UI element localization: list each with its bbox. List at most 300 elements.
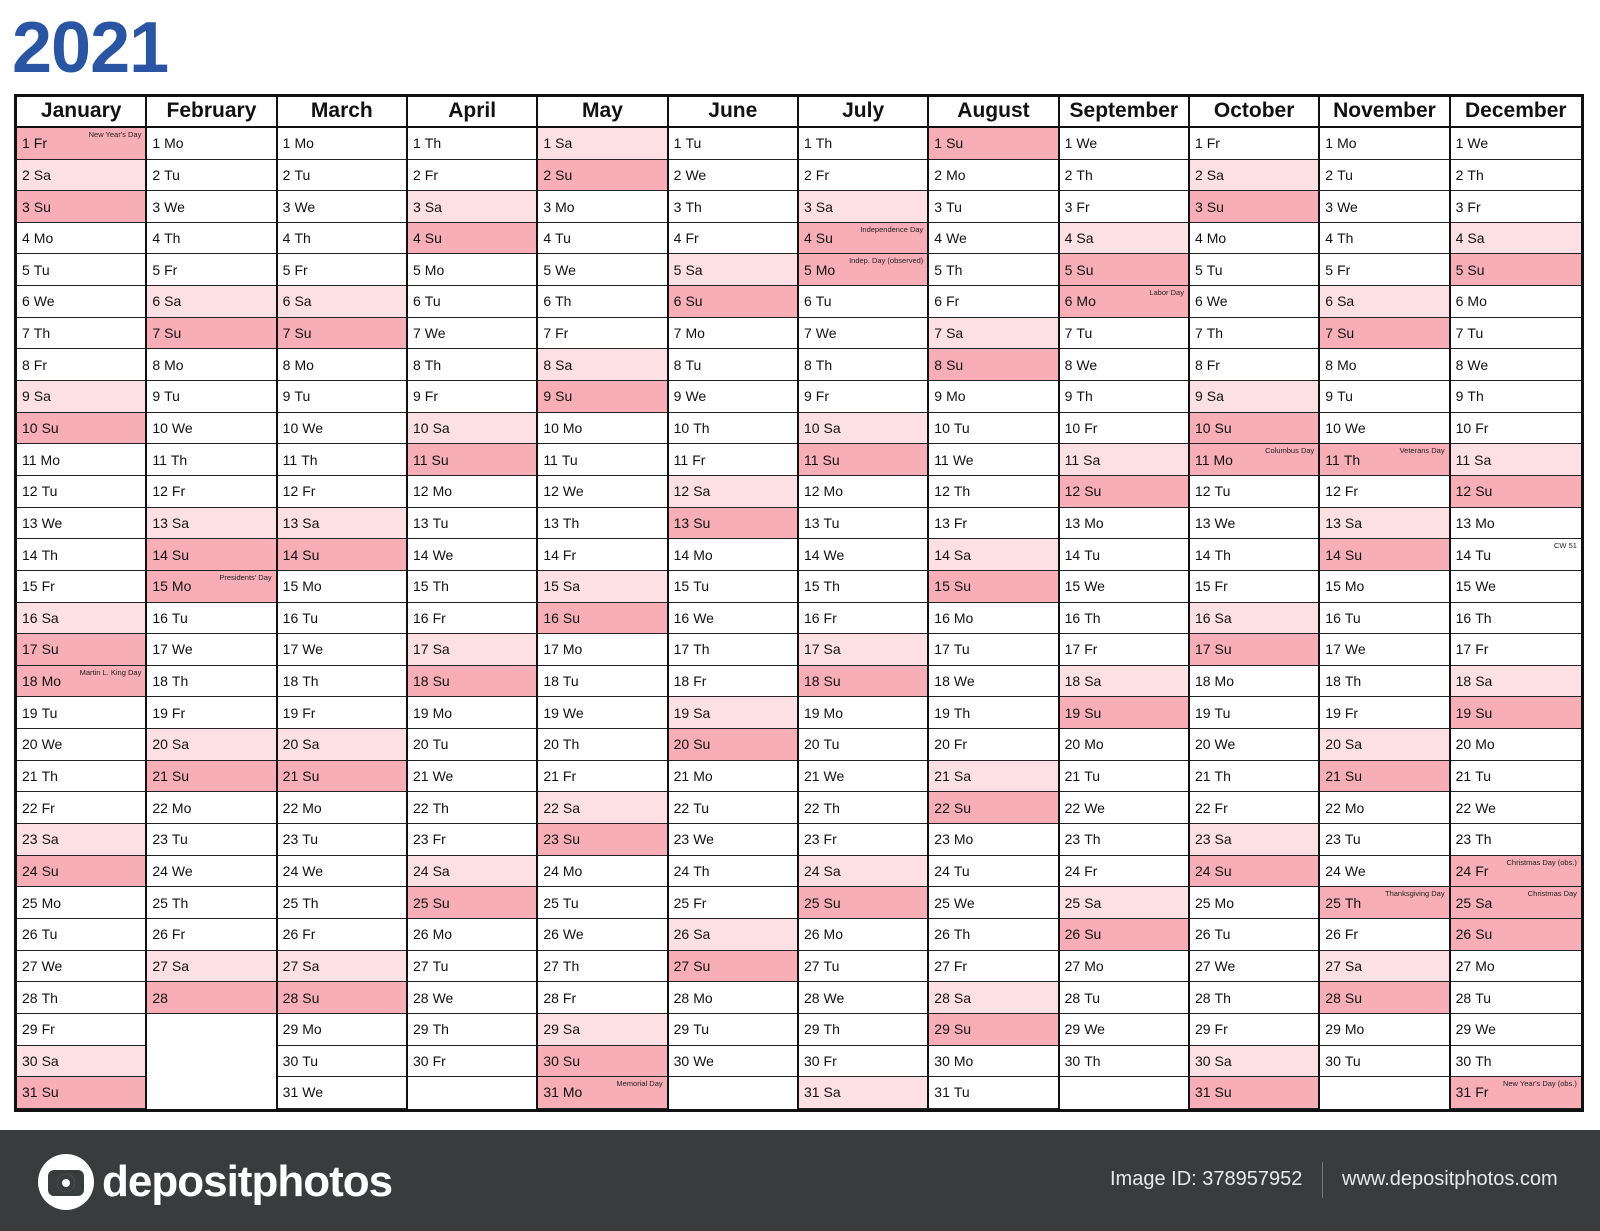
weekday-abbr: Su xyxy=(555,388,573,405)
day-number: 23 xyxy=(673,831,690,848)
weekday-abbr: We xyxy=(41,736,63,753)
weekday-abbr: Th xyxy=(41,768,58,785)
weekday-abbr: Sa xyxy=(1474,451,1492,468)
day-cell xyxy=(1190,697,1318,729)
day-number: 20 xyxy=(412,736,429,753)
day-number: 23 xyxy=(543,831,559,848)
weekday-abbr: Su xyxy=(41,1084,59,1101)
day-number: 1 xyxy=(412,135,421,152)
day-cell xyxy=(147,381,275,413)
weekday-abbr: Th xyxy=(1337,230,1354,247)
weekday-abbr: Th xyxy=(424,135,442,152)
weekday-abbr: Su xyxy=(953,578,971,595)
day-number: 11 xyxy=(673,451,689,468)
brand-name: depositphotos xyxy=(102,1157,393,1206)
weekday-abbr: Su xyxy=(432,673,450,690)
day-cell xyxy=(538,223,666,255)
weekday-abbr: Fr xyxy=(1475,420,1489,436)
weekday-abbr: Su xyxy=(1337,325,1355,342)
weekday-abbr: Th xyxy=(562,514,580,531)
weekday-abbr: We xyxy=(302,1084,323,1101)
holiday-label: Christmas Day (obs.) xyxy=(1506,857,1577,867)
day-cell xyxy=(538,286,666,318)
weekday-abbr: Su xyxy=(693,514,711,531)
day-cell xyxy=(1451,634,1581,666)
day-number: 12 xyxy=(1455,483,1472,500)
weekday-abbr: Mo xyxy=(562,1084,583,1101)
day-cell xyxy=(669,191,797,223)
day-number: 7 xyxy=(934,325,943,342)
day-number: 5 xyxy=(1194,261,1203,278)
day-cell xyxy=(1190,729,1318,761)
day-number: 26 xyxy=(803,926,820,943)
day-cell xyxy=(147,286,275,318)
empty-cell xyxy=(147,1014,275,1046)
weekday-abbr: Fr xyxy=(41,799,55,816)
day-number: 17 xyxy=(282,641,299,658)
day-cell xyxy=(278,286,406,318)
day-cell xyxy=(929,603,1057,635)
weekday-abbr: Th xyxy=(555,293,572,310)
day-cell xyxy=(1190,919,1318,951)
weekday-abbr: Tu xyxy=(41,926,58,943)
day-cell xyxy=(929,1046,1057,1078)
weekday-abbr: Tu xyxy=(1084,768,1101,785)
day-number: 10 xyxy=(22,420,38,436)
weekday-abbr: Mo xyxy=(302,799,322,816)
day-cell xyxy=(1451,697,1581,729)
day-number: 8 xyxy=(152,356,161,373)
day-number: 14 xyxy=(1455,546,1472,563)
day-cell xyxy=(17,887,145,919)
weekday-abbr: Su xyxy=(33,198,51,215)
weekday-abbr: Su xyxy=(562,609,581,626)
day-number: 19 xyxy=(1064,704,1081,721)
weekday-abbr: Su xyxy=(693,736,711,753)
day-number: 19 xyxy=(1455,704,1472,721)
day-cell xyxy=(669,223,797,255)
day-cell xyxy=(408,824,536,856)
weekday-abbr: Th xyxy=(693,862,710,879)
day-cell xyxy=(17,729,145,761)
weekday-abbr: Sa xyxy=(815,198,833,215)
day-cell xyxy=(408,318,536,350)
day-cell xyxy=(17,128,145,160)
day-cell xyxy=(1060,254,1188,286)
day-number: 11 xyxy=(934,451,949,468)
day-number: 23 xyxy=(412,831,429,848)
weekday-abbr: Sa xyxy=(1084,673,1102,690)
day-number: 22 xyxy=(22,799,38,816)
day-cell xyxy=(538,444,666,476)
day-number: 26 xyxy=(22,926,38,943)
weekday-abbr: Su xyxy=(1214,862,1232,879)
weekday-abbr: Sa xyxy=(823,641,841,658)
day-cell xyxy=(1190,761,1318,793)
day-number: 23 xyxy=(1325,831,1341,848)
day-number: 21 xyxy=(1455,768,1472,785)
day-cell xyxy=(17,666,145,698)
day-number: 1 xyxy=(282,135,291,152)
day-cell xyxy=(669,128,797,160)
day-cell xyxy=(1060,761,1188,793)
day-number: 4 xyxy=(1064,230,1073,247)
weekday-abbr: Sa xyxy=(41,831,59,848)
day-cell xyxy=(408,160,536,192)
day-number: 13 xyxy=(673,514,690,531)
day-number: 2 xyxy=(1325,166,1334,183)
weekday-abbr: Fr xyxy=(1337,261,1351,278)
weekday-abbr: Sa xyxy=(1344,736,1362,753)
day-cell xyxy=(408,191,536,223)
day-number: 16 xyxy=(1455,609,1472,626)
day-cell xyxy=(1451,444,1581,476)
day-cell xyxy=(278,444,406,476)
weekday-abbr: Su xyxy=(1475,704,1493,721)
day-number: 2 xyxy=(152,166,161,183)
day-number: 16 xyxy=(282,609,299,626)
day-number: 18 xyxy=(22,673,38,690)
month-column-february xyxy=(147,97,277,1109)
day-number: 1 xyxy=(673,135,682,152)
weekday-abbr: Su xyxy=(555,166,573,183)
weekday-abbr: Fr xyxy=(1344,704,1359,721)
day-number: 22 xyxy=(282,799,299,816)
day-cell xyxy=(799,792,927,824)
day-cell xyxy=(1320,697,1448,729)
weekday-abbr: Sa xyxy=(562,578,581,595)
day-cell xyxy=(538,539,666,571)
day-cell xyxy=(929,792,1057,824)
day-cell xyxy=(1320,476,1448,508)
day-cell xyxy=(669,666,797,698)
weekday-abbr: Th xyxy=(1467,388,1484,405)
day-number: 1 xyxy=(543,135,552,152)
day-number: 7 xyxy=(543,325,552,342)
weekday-abbr: Sa xyxy=(693,483,711,500)
day-number: 25 xyxy=(1194,894,1211,911)
day-cell xyxy=(1320,254,1448,286)
day-number: 5 xyxy=(1325,261,1334,278)
day-number: 7 xyxy=(1064,325,1073,342)
day-number: 24 xyxy=(282,862,299,879)
day-cell xyxy=(1320,792,1448,824)
weekday-abbr: Sa xyxy=(562,799,581,816)
weekday-abbr: Tu xyxy=(1344,1052,1361,1069)
day-number: 28 xyxy=(1325,989,1341,1006)
day-number: 23 xyxy=(1455,831,1472,848)
weekday-abbr: Mo xyxy=(1214,894,1234,911)
camera-icon xyxy=(38,1154,94,1210)
day-cell xyxy=(929,254,1057,286)
day-number: 19 xyxy=(152,704,168,721)
day-number: 10 xyxy=(803,420,820,436)
weekday-abbr: Su xyxy=(171,546,190,563)
day-number: 2 xyxy=(22,166,30,183)
day-number: 8 xyxy=(1194,356,1203,373)
day-number: 6 xyxy=(1064,293,1073,310)
weekday-abbr: Sa xyxy=(823,862,841,879)
day-cell xyxy=(799,318,927,350)
day-number: 11 xyxy=(543,451,558,468)
day-cell xyxy=(1060,318,1188,350)
weekday-abbr: Sa xyxy=(294,293,312,310)
day-cell xyxy=(1320,571,1448,603)
day-number: 26 xyxy=(934,926,950,943)
day-number: 28 xyxy=(1064,989,1081,1006)
day-cell xyxy=(278,634,406,666)
day-number: 4 xyxy=(1455,230,1464,247)
weekday-abbr: Mo xyxy=(953,831,974,848)
day-cell xyxy=(1451,951,1581,983)
day-cell xyxy=(1320,666,1448,698)
day-cell xyxy=(17,919,145,951)
day-number: 30 xyxy=(803,1052,820,1069)
weekday-abbr: Sa xyxy=(1214,609,1232,626)
day-number: 20 xyxy=(1194,736,1211,753)
day-number: 20 xyxy=(282,736,299,753)
day-number: 3 xyxy=(22,198,30,215)
weekday-abbr: Th xyxy=(953,926,971,943)
day-cell xyxy=(1060,381,1188,413)
day-cell xyxy=(147,318,275,350)
day-number: 9 xyxy=(803,388,812,405)
day-cell xyxy=(278,761,406,793)
weekday-abbr: Mo xyxy=(171,578,192,595)
weekday-abbr: Sa xyxy=(171,736,190,753)
weekday-abbr: Sa xyxy=(1214,831,1232,848)
day-number: 13 xyxy=(1064,514,1081,531)
day-cell xyxy=(538,761,666,793)
day-cell xyxy=(147,761,275,793)
day-cell xyxy=(1060,634,1188,666)
holiday-label: Columbus Day xyxy=(1265,446,1315,456)
day-number: 2 xyxy=(543,166,552,183)
day-cell xyxy=(1451,982,1581,1014)
day-cell xyxy=(147,476,275,508)
day-number: 10 xyxy=(543,420,559,436)
weekday-abbr: We xyxy=(432,768,454,785)
day-cell xyxy=(278,729,406,761)
day-cell xyxy=(669,792,797,824)
month-header: March xyxy=(278,97,406,128)
day-cell xyxy=(669,508,797,540)
day-number: 29 xyxy=(673,1021,690,1038)
day-number: 20 xyxy=(803,736,820,753)
day-cell xyxy=(17,697,145,729)
day-cell xyxy=(147,666,275,698)
day-cell xyxy=(799,286,927,318)
day-number: 19 xyxy=(1194,704,1211,721)
day-cell xyxy=(538,951,666,983)
weekday-abbr: Fr xyxy=(562,989,577,1006)
day-number: 6 xyxy=(934,293,943,310)
weekday-abbr: Mo xyxy=(1337,135,1357,152)
weekday-abbr: Tu xyxy=(815,293,832,310)
day-cell xyxy=(278,160,406,192)
weekday-abbr: Fr xyxy=(1475,1084,1489,1101)
weekday-abbr: Sa xyxy=(555,356,573,373)
day-number: 3 xyxy=(1194,198,1203,215)
holiday-label: Memorial Day xyxy=(616,1079,663,1089)
day-cell xyxy=(278,697,406,729)
day-number: 17 xyxy=(22,641,38,658)
weekday-abbr: Tu xyxy=(1214,483,1231,500)
day-cell xyxy=(408,1014,536,1046)
weekday-abbr: Fr xyxy=(171,704,186,721)
day-cell xyxy=(1320,349,1448,381)
weekday-abbr: Fr xyxy=(815,388,829,405)
day-cell xyxy=(17,792,145,824)
weekday-abbr: Th xyxy=(1475,831,1492,848)
day-cell xyxy=(929,381,1057,413)
day-cell xyxy=(278,1014,406,1046)
day-cell xyxy=(799,666,927,698)
day-cell xyxy=(1451,508,1581,540)
day-number: 10 xyxy=(1064,420,1081,436)
weekday-abbr: Sa xyxy=(302,736,320,753)
day-cell xyxy=(1320,160,1448,192)
weekday-abbr: Th xyxy=(823,799,840,816)
day-number: 12 xyxy=(152,483,168,500)
weekday-abbr: Mo xyxy=(294,356,314,373)
site-url[interactable]: www.depositphotos.com xyxy=(1342,1168,1558,1190)
day-number: 10 xyxy=(412,420,429,436)
weekday-abbr: We xyxy=(424,325,446,342)
weekday-abbr: Mo xyxy=(432,926,453,943)
day-cell xyxy=(147,413,275,445)
weekday-abbr: Tu xyxy=(171,609,188,626)
day-number: 14 xyxy=(934,546,950,563)
day-number: 25 xyxy=(1325,894,1341,911)
day-cell xyxy=(538,634,666,666)
day-cell xyxy=(669,697,797,729)
weekday-abbr: Mo xyxy=(953,1052,974,1069)
day-number: 23 xyxy=(803,831,820,848)
day-number: 16 xyxy=(1064,609,1081,626)
day-number: 17 xyxy=(1455,641,1472,658)
weekday-abbr: Su xyxy=(562,1052,581,1069)
weekday-abbr: Sa xyxy=(1344,514,1362,531)
day-number: 18 xyxy=(543,673,559,690)
weekday-abbr: We xyxy=(1214,514,1236,531)
weekday-abbr: Su xyxy=(1076,261,1094,278)
day-number: 9 xyxy=(1064,388,1073,405)
day-number: 3 xyxy=(803,198,812,215)
day-number: 5 xyxy=(934,261,943,278)
day-number: 24 xyxy=(673,862,690,879)
day-cell xyxy=(147,634,275,666)
day-number: 16 xyxy=(152,609,168,626)
day-cell xyxy=(1060,919,1188,951)
day-number: 24 xyxy=(1325,862,1341,879)
day-number: 8 xyxy=(803,356,812,373)
day-number: 8 xyxy=(282,356,291,373)
day-number: 26 xyxy=(282,926,299,943)
day-cell xyxy=(799,634,927,666)
day-cell xyxy=(799,381,927,413)
day-cell xyxy=(1451,318,1581,350)
weekday-abbr: Fr xyxy=(33,356,48,373)
day-number: 27 xyxy=(22,957,38,974)
day-number: 30 xyxy=(673,1052,690,1069)
day-cell xyxy=(669,856,797,888)
day-number: 15 xyxy=(152,578,168,595)
weekday-abbr: Tu xyxy=(953,1084,970,1101)
weekday-abbr: Su xyxy=(1084,926,1102,943)
weekday-abbr: Mo xyxy=(1337,356,1357,373)
day-cell xyxy=(1060,413,1188,445)
day-cell xyxy=(929,539,1057,571)
day-number: 2 xyxy=(412,166,421,183)
weekday-abbr: Th xyxy=(1344,673,1362,690)
weekday-abbr: Mo xyxy=(1475,957,1495,974)
day-cell xyxy=(408,539,536,571)
empty-cell xyxy=(408,1077,536,1109)
weekday-abbr: Su xyxy=(294,325,312,342)
weekday-abbr: Su xyxy=(1084,483,1102,500)
day-number: 30 xyxy=(22,1052,38,1069)
day-number: 6 xyxy=(1455,293,1464,310)
day-cell xyxy=(17,223,145,255)
day-cell xyxy=(147,254,275,286)
day-number: 30 xyxy=(934,1052,950,1069)
weekday-abbr: Tu xyxy=(1206,261,1223,278)
weekday-abbr: Th xyxy=(693,420,710,436)
day-number: 10 xyxy=(934,420,950,436)
weekday-abbr: Tu xyxy=(302,1052,319,1069)
day-number: 22 xyxy=(1325,799,1341,816)
day-cell xyxy=(1190,223,1318,255)
day-number: 20 xyxy=(934,736,950,753)
weekday-abbr: Su xyxy=(823,673,841,690)
day-cell xyxy=(278,982,406,1014)
day-cell xyxy=(538,508,666,540)
day-cell xyxy=(669,160,797,192)
day-cell xyxy=(278,508,406,540)
weekday-abbr: Tu xyxy=(823,736,840,753)
day-number: 23 xyxy=(1064,831,1081,848)
day-number: 24 xyxy=(1455,862,1472,879)
weekday-abbr: Fr xyxy=(1084,420,1098,436)
day-cell xyxy=(1190,603,1318,635)
day-cell xyxy=(147,349,275,381)
weekday-abbr: Tu xyxy=(1475,989,1492,1006)
day-number: 21 xyxy=(22,768,38,785)
weekday-abbr: Th xyxy=(33,325,51,342)
day-cell xyxy=(1190,381,1318,413)
weekday-abbr: We xyxy=(693,831,714,848)
day-cell xyxy=(408,128,536,160)
day-cell xyxy=(278,919,406,951)
weekday-abbr: Fr xyxy=(562,546,577,563)
holiday-label: Indep. Day (observed) xyxy=(849,256,924,266)
day-cell xyxy=(669,444,797,476)
weekday-abbr: Tu xyxy=(685,135,702,152)
day-cell xyxy=(799,919,927,951)
day-number: 17 xyxy=(412,641,429,658)
day-number: 4 xyxy=(282,230,291,247)
weekday-abbr: We xyxy=(952,451,974,468)
day-number: 4 xyxy=(1325,230,1334,247)
weekday-abbr: Fr xyxy=(1475,862,1489,879)
day-number: 3 xyxy=(1455,198,1464,215)
day-cell xyxy=(1190,634,1318,666)
holiday-label: Labor Day xyxy=(1149,288,1184,298)
day-cell xyxy=(1060,824,1188,856)
day-number: 11 xyxy=(22,451,37,468)
day-cell xyxy=(929,286,1057,318)
